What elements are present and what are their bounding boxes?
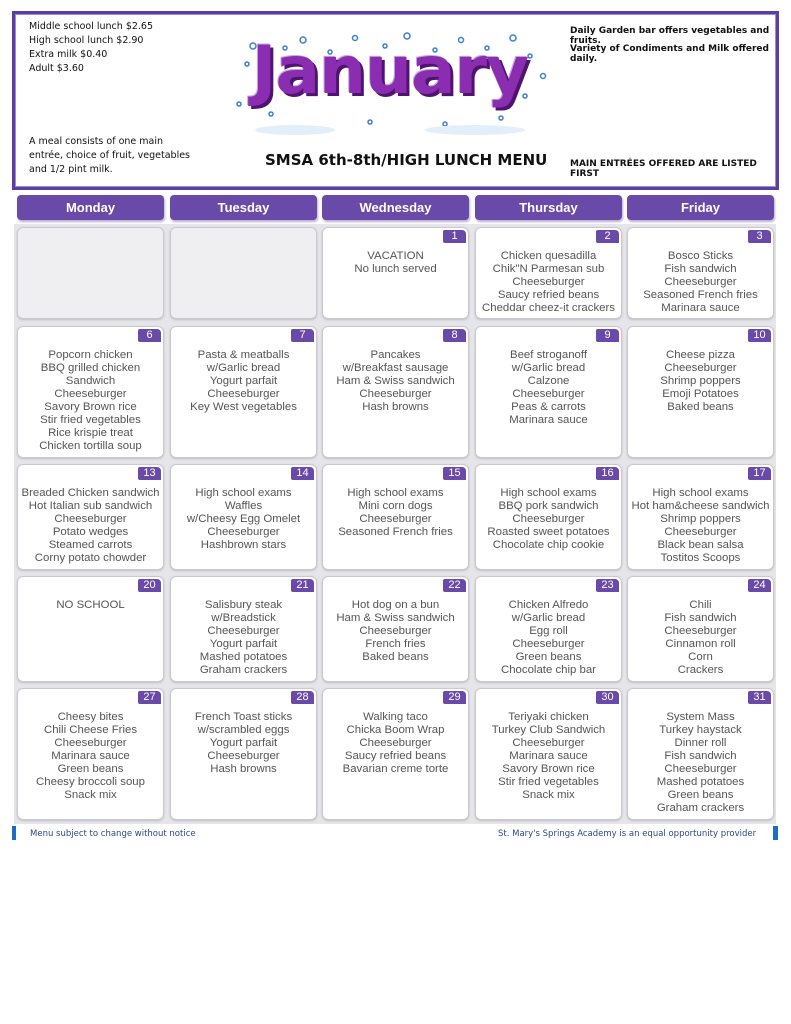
menu-item: Cheeseburger <box>512 276 585 288</box>
calendar-day-cell <box>475 326 622 458</box>
menu-item: Cheeseburger <box>54 737 127 749</box>
menu-item: Cheeseburger <box>359 388 432 400</box>
menu-item: Cheeseburger <box>664 362 737 374</box>
menu-item: Key West vegetables <box>190 401 297 413</box>
day-header-monday: Monday <box>17 195 164 220</box>
menu-item: Saucy refried beans <box>344 750 447 762</box>
menu-item: Savory Brown rice <box>44 401 137 413</box>
menu-items <box>171 349 316 414</box>
calendar-day-cell <box>322 326 469 458</box>
menu-item: Savory Brown rice <box>502 763 595 775</box>
day-number: 21 <box>291 579 314 592</box>
menu-item: Baked beans <box>667 401 734 413</box>
menu-items <box>18 349 163 453</box>
menu-item: Shrimp poppers <box>660 375 741 387</box>
menu-item: Graham crackers <box>656 802 745 814</box>
menu-item: Tostitos Scoops <box>660 552 741 564</box>
menu-item: Turkey haystack <box>659 724 742 736</box>
menu-item: High school exams <box>195 487 292 499</box>
menu-items <box>18 711 163 802</box>
day-number: 22 <box>443 579 466 592</box>
calendar-grid <box>14 224 776 824</box>
price-middle-school: Middle school lunch $2.65 <box>29 21 154 32</box>
calendar-day-cell <box>17 464 164 570</box>
meal-definition: A meal consists of one main entrée, choice of fruit, vegetables and 1/2 pint milk. <box>29 136 191 175</box>
day-header-friday: Friday <box>627 195 774 220</box>
menu-item: Marinara sauce <box>509 750 588 762</box>
footer-disclaimer: Menu subject to change without notice <box>30 829 196 839</box>
calendar-day-cell <box>322 688 469 820</box>
menu-item: Chocolate chip cookie <box>492 539 605 551</box>
menu-items <box>171 711 316 776</box>
menu-item: Cheeseburger <box>512 388 585 400</box>
condiments-note: Variety of Condiments and Milk offered daily. <box>570 44 769 64</box>
day-number: 24 <box>748 579 771 592</box>
menu-item: Emoji Potatoes <box>662 388 739 400</box>
menu-item: Cinnamon roll <box>665 638 736 650</box>
menu-item: Cheeseburger <box>664 276 737 288</box>
day-number: 14 <box>291 467 314 480</box>
menu-item: Roasted sweet potatoes <box>487 526 610 538</box>
day-number: 27 <box>138 691 161 704</box>
menu-item: Stir fried vegetables <box>40 414 141 426</box>
menu-item: Popcorn chicken <box>48 349 133 361</box>
calendar-day-cell <box>475 576 622 682</box>
menu-item: Chocolate chip bar <box>501 664 596 676</box>
menu-item: Cheese pizza <box>665 349 736 361</box>
menu-item: Cheeseburger <box>207 625 280 637</box>
calendar-empty-cell <box>17 227 164 319</box>
menu-item: Egg roll <box>529 625 568 637</box>
menu-item: Green beans <box>515 651 582 663</box>
menu-item: w/scrambled eggs <box>197 724 290 736</box>
menu-item: Black bean salsa <box>657 539 744 551</box>
menu-item: Hash browns <box>210 763 277 775</box>
day-number: 23 <box>596 579 619 592</box>
menu-items <box>628 711 773 815</box>
day-header-wednesday: Wednesday <box>322 195 469 220</box>
footer-equal-opportunity: St. Mary's Springs Academy is an equal opportunity provider <box>498 829 757 839</box>
menu-item: Cheeseburger <box>54 388 127 400</box>
menu-item: Baked beans <box>362 651 429 663</box>
menu-items <box>476 349 621 427</box>
menu-item: Hot Italian sub sandwich <box>28 500 153 512</box>
menu-items <box>628 599 773 677</box>
menu-item: Pasta & meatballs <box>197 349 290 361</box>
menu-item: Cheeseburger <box>207 526 280 538</box>
menu-item: VACATION <box>367 250 424 262</box>
price-high-school: High school lunch $2.90 <box>29 35 144 46</box>
menu-item: Peas & carrots <box>511 401 586 413</box>
menu-item: Seasoned French fries <box>338 526 453 538</box>
day-number: 28 <box>291 691 314 704</box>
day-number: 1 <box>443 230 466 243</box>
calendar-day-cell <box>475 688 622 820</box>
menu-item: Snack mix <box>522 789 575 801</box>
price-extra-milk: Extra milk $0.40 <box>29 49 108 60</box>
menu-item: Cheeseburger <box>512 513 585 525</box>
menu-item: Hashbrown stars <box>200 539 287 551</box>
menu-item: Green beans <box>667 789 734 801</box>
menu-items <box>476 599 621 677</box>
calendar-day-cell <box>17 326 164 458</box>
menu-item: w/Breadstick <box>211 612 276 624</box>
day-number: 10 <box>748 329 771 342</box>
menu-item: Marinara sauce <box>51 750 130 762</box>
footer-accent-left <box>12 826 16 840</box>
menu-item: Fish sandwich <box>664 612 737 624</box>
menu-items <box>171 487 316 552</box>
menu-item: High school exams <box>500 487 597 499</box>
menu-item: Calzone <box>527 375 570 387</box>
menu-item: Turkey Club Sandwich <box>491 724 606 736</box>
menu-item: Mini corn dogs <box>358 500 433 512</box>
day-number: 9 <box>596 329 619 342</box>
menu-items <box>628 487 773 565</box>
day-number: 7 <box>291 329 314 342</box>
day-header-thursday: Thursday <box>475 195 622 220</box>
menu-item: Ham & Swiss sandwich <box>336 612 455 624</box>
calendar-day-cell <box>627 227 774 319</box>
menu-item: Cheeseburger <box>359 625 432 637</box>
menu-item: Crackers <box>677 664 724 676</box>
calendar-day-cell <box>17 576 164 682</box>
menu-item: Mashed potatoes <box>199 651 288 663</box>
menu-item: BBQ pork sandwich <box>498 500 599 512</box>
menu-item: BBQ grilled chicken <box>40 362 141 374</box>
menu-item: Fish sandwich <box>664 263 737 275</box>
menu-item: Cheeseburger <box>207 388 280 400</box>
menu-item: Cheesy broccoli soup <box>36 776 145 788</box>
menu-item: Graham crackers <box>199 664 288 676</box>
menu-item: High school exams <box>347 487 444 499</box>
calendar-day-cell <box>170 576 317 682</box>
day-number: 3 <box>748 230 771 243</box>
menu-item: Cheeseburger <box>664 625 737 637</box>
menu-item: Bosco Sticks <box>667 250 734 262</box>
calendar-empty-cell <box>170 227 317 319</box>
menu-item: Marinara sauce <box>509 414 588 426</box>
calendar-day-cell <box>322 576 469 682</box>
menu-item: w/Garlic bread <box>206 362 281 374</box>
day-number: 13 <box>138 467 161 480</box>
day-number: 6 <box>138 329 161 342</box>
menu-item: Potato wedges <box>52 526 129 538</box>
day-number: 15 <box>443 467 466 480</box>
calendar-day-cell <box>627 464 774 570</box>
menu-item: Walking taco <box>363 711 428 723</box>
menu-items <box>171 599 316 677</box>
month-title: January <box>251 32 529 109</box>
menu-item: Cheeseburger <box>207 750 280 762</box>
menu-item: Rice krispie treat <box>48 427 133 439</box>
menu-items <box>476 250 621 315</box>
menu-title: SMSA 6th-8th/HIGH LUNCH MENU <box>265 151 548 169</box>
day-header-tuesday: Tuesday <box>170 195 317 220</box>
menu-item: No lunch served <box>354 263 437 275</box>
menu-item: System Mass <box>666 711 735 723</box>
menu-item: Ham & Swiss sandwich <box>336 375 455 387</box>
menu-item: French fries <box>365 638 426 650</box>
day-number: 30 <box>596 691 619 704</box>
menu-item: Cheeseburger <box>54 513 127 525</box>
menu-item: Shrimp poppers <box>660 513 741 525</box>
main-entrees-note: MAIN ENTRÉES OFFERED ARE LISTED FIRST <box>570 159 757 179</box>
menu-item: Chicka Boom Wrap <box>346 724 445 736</box>
price-adult: Adult $3.60 <box>29 63 84 74</box>
day-number: 16 <box>596 467 619 480</box>
menu-item: Mashed potatoes <box>656 776 745 788</box>
price-list <box>29 20 153 76</box>
menu-item: Cheeseburger <box>512 737 585 749</box>
calendar-day-cell <box>475 464 622 570</box>
menu-item: NO SCHOOL <box>56 599 125 611</box>
menu-item: w/Cheesy Egg Omelet <box>186 513 301 525</box>
menu-item: Sandwich <box>65 375 116 387</box>
menu-item: Yogurt parfait <box>209 737 278 749</box>
calendar-day-cell <box>170 464 317 570</box>
footer-accent-right <box>773 826 778 840</box>
menu-item: Chicken Alfredo <box>508 599 589 611</box>
menu-item: Cheddar cheez-it crackers <box>482 302 615 314</box>
menu-item: Hot dog on a bun <box>351 599 440 611</box>
calendar-day-cell <box>322 227 469 319</box>
menu-items <box>628 349 773 414</box>
menu-items <box>476 711 621 802</box>
garden-bar-note: Daily Garden bar offers vegetables and fruits. <box>570 26 770 46</box>
day-number: 17 <box>748 467 771 480</box>
menu-item: Chicken tortilla soup <box>39 440 142 452</box>
calendar-day-cell <box>322 464 469 570</box>
menu-item: Cheeseburger <box>359 737 432 749</box>
menu-item: Chicken quesadilla <box>500 250 597 262</box>
menu-items <box>476 487 621 552</box>
menu-item: Saucy refried beans <box>497 289 600 301</box>
day-number: 2 <box>596 230 619 243</box>
menu-item: Waffles <box>224 500 263 512</box>
menu-item: Yogurt parfait <box>209 638 278 650</box>
calendar-day-cell <box>627 576 774 682</box>
menu-item: Teriyaki chicken <box>508 711 589 723</box>
menu-items <box>18 487 163 565</box>
menu-item: Marinara sauce <box>661 302 740 314</box>
menu-item: Bavarian creme torte <box>342 763 449 775</box>
calendar-day-cell <box>627 688 774 820</box>
menu-item: Seasoned French fries <box>643 289 758 301</box>
january-logo <box>225 26 555 136</box>
menu-item: Beef stroganoff <box>509 349 588 361</box>
menu-item: Hot ham&cheese sandwich <box>631 500 770 512</box>
calendar-day-cell <box>170 326 317 458</box>
day-number: 29 <box>443 691 466 704</box>
menu-item: Chili <box>689 599 712 611</box>
menu-item: Chili Cheese Fries <box>43 724 138 736</box>
menu-item: Cheeseburger <box>512 638 585 650</box>
day-number: 20 <box>138 579 161 592</box>
menu-header <box>12 11 779 190</box>
menu-item: Salisbury steak <box>204 599 283 611</box>
menu-item: Snack mix <box>64 789 117 801</box>
menu-items <box>18 599 163 612</box>
calendar-day-cell <box>475 227 622 319</box>
menu-item: Cheesy bites <box>57 711 124 723</box>
day-number: 8 <box>443 329 466 342</box>
menu-item: French Toast sticks <box>194 711 293 723</box>
menu-item: Cheeseburger <box>664 763 737 775</box>
calendar-day-cell <box>17 688 164 820</box>
menu-item: w/Breakfast sausage <box>342 362 449 374</box>
menu-item: Pancakes <box>370 349 421 361</box>
menu-item: Corny potato chowder <box>34 552 147 564</box>
menu-item: Dinner roll <box>674 737 727 749</box>
menu-item: Cheeseburger <box>664 526 737 538</box>
menu-items <box>323 599 468 664</box>
day-number: 31 <box>748 691 771 704</box>
menu-item: Cheeseburger <box>359 513 432 525</box>
menu-item: Stir fried vegetables <box>498 776 599 788</box>
menu-item: Fish sandwich <box>664 750 737 762</box>
menu-items <box>323 711 468 776</box>
calendar-day-cell <box>627 326 774 458</box>
menu-item: Green beans <box>57 763 124 775</box>
menu-item: Steamed carrots <box>48 539 133 551</box>
menu-item: Yogurt parfait <box>209 375 278 387</box>
calendar-day-cell <box>170 688 317 820</box>
menu-items <box>323 250 468 276</box>
menu-item: w/Garlic bread <box>511 362 586 374</box>
menu-item: w/Garlic bread <box>511 612 586 624</box>
menu-items <box>628 250 773 315</box>
menu-item: Chik"N Parmesan sub <box>492 263 605 275</box>
menu-items <box>323 487 468 539</box>
menu-item: Corn <box>688 651 713 663</box>
menu-items <box>323 349 468 414</box>
menu-item: High school exams <box>652 487 749 499</box>
menu-item: Breaded Chicken sandwich <box>21 487 160 499</box>
menu-item: Hash browns <box>362 401 429 413</box>
